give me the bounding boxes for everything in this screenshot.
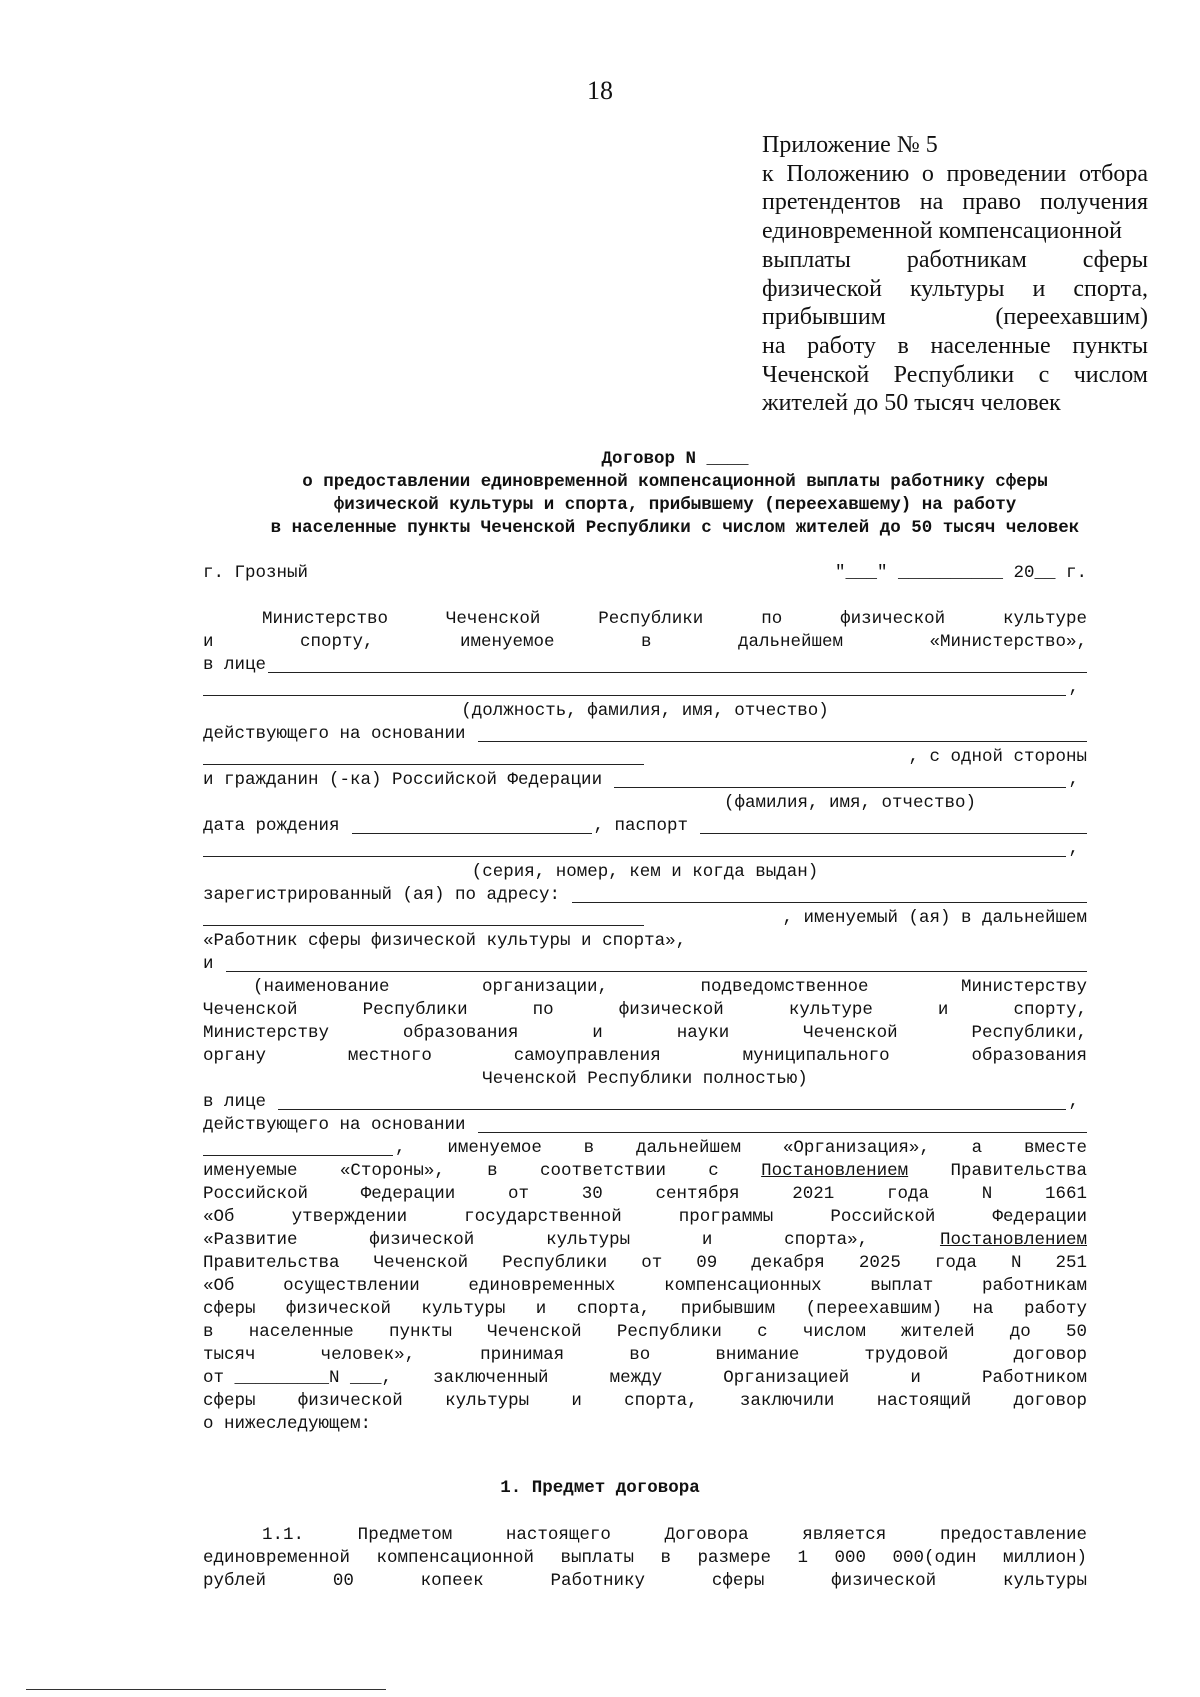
text-line: единовременной компенсационной выплаты в размере 1 000 000(один миллион) [203,1548,1087,1568]
address-field-2[interactable] [203,907,644,926]
text-line: органу местного самоуправления муниципального образования [203,1046,1087,1066]
text-fragment: Правительства [908,1161,1087,1181]
text-line: «Об осуществлении единовременных компенсационных выплат работникам [203,1276,1087,1296]
text-line [203,1298,1087,1320]
text-fragment: «Развитие физической культуры и спорта», [203,1230,940,1250]
label-and: и [203,954,214,974]
annex-line: претендентов на право получения [762,189,1148,216]
text-line: тысяч человек», принимая во внимание трудовой договор [203,1345,1087,1365]
text-line: Российской Федерации от 30 сентября 2021 года N 1661 [203,1184,1087,1204]
text-line [203,1344,1087,1366]
page-number: 18 [587,76,613,105]
label-acting-basis: действующего на основании [203,1115,466,1135]
passport-field-2[interactable] [203,838,1066,857]
representative-row [203,654,1087,676]
basis-row [203,723,1087,745]
annex-line: жителей до 50 тысяч человек [762,390,1061,417]
address-field[interactable] [572,884,1087,903]
annex-line: выплаты работникам сферы [762,246,1148,273]
text-line: , именуемое в дальнейшем «Организация», а вместе [395,1138,1087,1158]
label-acting-basis: действующего на основании [203,724,466,744]
organization-field[interactable] [226,953,1087,972]
org-row [203,953,1087,975]
text-line: Министерству образования и науки Чеченской Республики, [203,1023,1087,1043]
section-heading: 1. Предмет договора [500,1478,700,1498]
text-line [203,1045,1087,1067]
representative-field[interactable] [268,654,1087,673]
label-citizen: и гражданин (-ка) Российской Федерации [203,770,603,790]
text-line [203,1570,1087,1592]
citizen-row [203,769,1087,791]
labor-contract-row [203,1367,1087,1389]
text-line [203,1229,1087,1251]
contract-subtitle: в населенные пункты Чеченской Республики с числом жителей до 50 тысяч человек [270,518,1080,538]
text-line [203,999,1087,1021]
org-basis-row-2 [203,1137,1087,1159]
text-line: (наименование организации, подведомственное Министерству [253,977,1087,997]
birth-date-field[interactable] [352,815,592,834]
contract-subtitle: физической культуры и спорта, прибывшему (переехавшему) на работу [333,495,1017,515]
annex-line: к Положению о проведении отбора [762,160,1148,187]
text-line [203,1229,1087,1251]
labor-contract-ref: от _________N ___, [203,1368,393,1388]
text-line [203,608,1087,630]
label-birth-date: дата рождения [203,816,340,836]
annex-line: физической культуры и спорта, [762,275,1148,302]
birth-passport-row [203,815,1087,837]
text-line: заключенный между Организацией и Работником [433,1368,1087,1388]
text-line [203,631,1087,653]
comma: , [1068,678,1079,698]
annex-line: Приложение № 5 [762,132,938,158]
text-line [203,1547,1087,1569]
contract-title: Договор N ____ [601,449,749,469]
address-row-2 [203,907,1087,929]
org-basis-row [203,1114,1087,1136]
text-line: Министерство Чеченской Республики по физической культуре [262,609,1087,629]
label-in-person: в лице [203,1092,267,1112]
text-line: «Работник сферы физической культуры и спорта», [203,931,687,951]
footnote-divider [26,1689,386,1690]
contract-date: "___" __________ 20__ г. [834,563,1087,583]
caption-passport: (серия, номер, кем и когда выдан) [471,862,819,882]
text-line [203,1275,1087,1297]
label-in-person: в лице [203,655,267,675]
org-representative-field[interactable] [278,1091,1066,1110]
text-line: Правительства Чеченской Республики от 09 декабря 2025 года N 251 [203,1253,1087,1273]
text-line [203,1160,1087,1182]
org-basis-field-2[interactable] [203,1137,393,1156]
citizen-fio-field[interactable] [614,769,1066,788]
text-line: в населенные пункты Чеченской Республики с числом жителей до 50 [203,1322,1087,1342]
text-line [203,1252,1087,1274]
city: г. Грозный [203,563,309,583]
caption-position: (должность, фамилия, имя, отчество) [461,701,829,721]
basis-row-2 [203,746,1087,768]
comma: , [1068,1092,1079,1112]
one-side-text: , с одной стороны [908,747,1087,767]
annex-line: на работу в населенные пункты [762,332,1148,359]
passport-row-2 [203,838,1087,860]
org-person-row [203,1091,1087,1113]
text-line [203,976,1087,998]
comma: , [1068,839,1079,859]
comma: , [1068,770,1079,790]
named-further-text: , именуемый (ая) в дальнейшем [782,908,1087,928]
text-fragment: именуемые «Стороны», в соответствии с [203,1161,762,1181]
text-line: Чеченской Республики по физической культуре и спорту, [203,1000,1087,1020]
text-line: сферы физической культуры и спорта, прибывшим (переехавшим) на работу [203,1299,1087,1319]
text-line: и спорту, именуемое в дальнейшем «Министерство», [203,632,1087,652]
text-line: 1.1. Предметом настоящего Договора является предоставление [262,1525,1087,1545]
representative-row-2 [203,677,1087,699]
decree-link[interactable]: Постановлением [939,1230,1087,1250]
text-line [203,1390,1087,1412]
address-row [203,884,1087,906]
text-line [203,1183,1087,1205]
text-line: сферы физической культуры и спорта, заключили настоящий договор [203,1391,1087,1411]
text-line [203,1524,1087,1546]
label-registered: зарегистрированный (ая) по адресу: [203,885,561,905]
org-basis-field[interactable] [478,1114,1087,1133]
basis-field-2[interactable] [203,746,644,765]
text-line [203,1206,1087,1228]
place-date-row [203,562,1087,584]
caption-fio: (фамилия, имя, отчество) [724,793,977,813]
annex-line: прибывшим (переехавшим) [762,304,1148,331]
annex-line: Чеченской Республики с числом [762,361,1148,388]
contract-subtitle: о предоставлении единовременной компенсационной выплаты работнику сферы [302,472,1048,492]
text-line: о нижеследующем: [203,1414,372,1434]
annex-line: единовременной компенсационной [762,218,1122,245]
decree-link[interactable]: Постановлением [761,1161,909,1181]
annex-header [762,131,1148,418]
label-passport: , паспорт [593,816,689,836]
text-line: «Об утверждении государственной программы Российской Федерации [203,1207,1087,1227]
text-line: рублей 00 копеек Работнику сферы физической культуры [203,1571,1087,1591]
representative-field-2[interactable] [203,677,1066,696]
text-line [203,1160,1087,1182]
passport-field[interactable] [700,815,1087,834]
text-line: Чеченской Республики полностью) [482,1069,808,1089]
basis-field[interactable] [478,723,1087,742]
text-line [203,1022,1087,1044]
text-line [203,1321,1087,1343]
